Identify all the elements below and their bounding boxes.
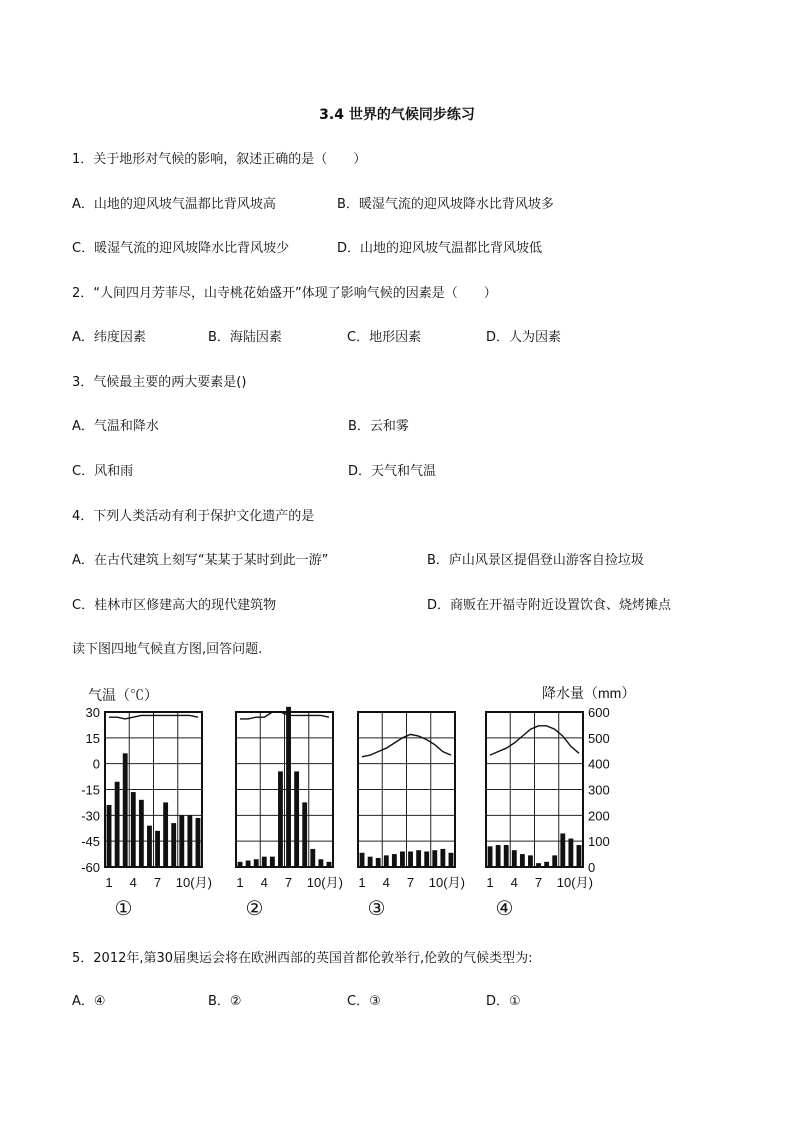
month-tick-label: 1 [236,875,244,890]
question-4-option-d[interactable]: D．商贩在开福寺附近设置饮食、烧烤摊点 [427,598,672,613]
precipitation-tick-label: 300 [588,782,610,798]
month-tick-label: 4 [510,875,518,890]
precipitation-bar [560,833,565,867]
panel-label: ① [114,898,133,920]
month-tick-label: 10(月) [175,875,212,890]
question-1-stem: 1．关于地形对气候的影响，叙述正确的是（ ） [72,152,367,167]
question-3-stem: 3．气候最主要的两大要素是() [72,375,247,390]
precipitation-bar [294,771,299,867]
question-3-option-b[interactable]: B．云和雾 [348,419,409,434]
question-5-stem: 5．2012年,第30届奥运会将在欧洲西部的英国首都伦敦举行,伦敦的气候类型为: [72,951,533,966]
reading-instruction: 读下图四地气候直方图,回答问题. [72,642,263,657]
precipitation-bar [107,805,112,867]
precipitation-bar [302,802,307,867]
climate-charts [60,672,636,932]
temperature-tick-label: -15 [81,782,100,798]
month-tick-label: 10(月) [428,875,465,890]
temperature-tick-label: 15 [85,730,100,746]
page-title: 3.4 世界的气候同步练习 [319,107,475,123]
month-tick-label: 1 [105,875,113,890]
question-5-option-d[interactable]: D．① [486,994,521,1009]
month-tick-label: 10(月) [306,875,343,890]
precipitation-bar [155,831,160,867]
precipitation-tick-label: 100 [588,834,610,850]
precipitation-bar [568,839,573,867]
precipitation-bar [577,845,582,867]
precipitation-bar [131,792,136,867]
question-4-option-b[interactable]: B．庐山风景区提倡登山游客自捡垃圾 [427,553,644,568]
precipitation-bar [163,802,168,867]
precipitation-tick-label: 0 [588,860,596,875]
question-2-option-c[interactable]: C．地形因素 [347,330,422,345]
question-2-option-d[interactable]: D．人为因素 [486,330,562,345]
precipitation-bar [179,815,184,867]
month-tick-label: 4 [382,875,390,890]
precipitation-bar [286,707,291,867]
question-3-option-d[interactable]: D．天气和气温 [348,464,437,479]
question-4-option-c[interactable]: C．桂林市区修建高大的现代建筑物 [72,598,277,613]
temperature-tick-label: 0 [92,756,100,772]
panel-label: ③ [367,898,386,920]
precipitation-bar [512,850,517,867]
precipitation-bar [318,859,323,867]
precipitation-bar [432,850,437,867]
month-tick-label: 10(月) [556,875,593,890]
precipitation-bar [147,826,152,867]
question-1-option-b[interactable]: B．暖湿气流的迎风坡降水比背风坡多 [337,197,554,212]
precipitation-bar [360,853,365,867]
precipitation-bar [368,857,373,867]
precipitation-bar [139,800,144,867]
question-2-stem: 2．“人间四月芳菲尽，山寺桃花始盛开”体现了影响气候的因素是（ ） [72,286,497,301]
precipitation-bar [187,815,192,867]
panel-label: ④ [495,898,514,920]
precipitation-bar [376,858,381,867]
temperature-tick-label: -45 [81,834,100,850]
precipitation-bar [392,854,397,867]
question-1-option-d[interactable]: D．山地的迎风坡气温都比背风坡低 [337,241,543,256]
precipitation-bar [254,859,259,867]
precipitation-tick-label: 200 [588,808,610,824]
panel-label: ② [245,898,264,920]
month-tick-label: 7 [284,875,293,890]
precipitation-bar [262,857,267,867]
question-4-option-a[interactable]: A．在古代建筑上刻写“某某于某时到此一游” [72,553,329,568]
month-tick-label: 1 [358,875,366,890]
precipitation-bar [520,854,525,867]
precipitation-bar [196,818,201,867]
question-3-option-c[interactable]: C．风和雨 [72,464,134,479]
month-tick-label: 1 [486,875,494,890]
precipitation-bar [115,782,120,867]
precipitation-bar [408,852,413,868]
question-5-option-c[interactable]: C．③ [347,994,381,1009]
precipitation-bar [504,845,509,867]
precipitation-bar [440,849,445,867]
question-1-option-c[interactable]: C．暖湿气流的迎风坡降水比背风坡少 [72,241,290,256]
month-tick-label: 7 [406,875,415,890]
precipitation-bar [384,855,389,867]
temperature-tick-label: -30 [81,808,100,824]
precipitation-bar [528,855,533,867]
month-tick-label: 4 [129,875,137,890]
precipitation-bar [278,771,283,867]
precipitation-tick-label: 600 [588,705,610,720]
precipitation-bar [496,845,501,867]
precipitation-bar [488,846,493,867]
question-2-option-a[interactable]: A．纬度因素 [72,330,146,345]
precipitation-bar [123,753,128,867]
precipitation-bar [416,850,421,867]
question-3-option-a[interactable]: A．气温和降水 [72,419,159,434]
question-5-option-b[interactable]: B．② [208,994,242,1009]
temperature-tick-label: -60 [81,860,100,875]
precipitation-tick-label: 500 [588,730,610,746]
month-tick-label: 7 [153,875,162,890]
precipitation-tick-label: 400 [588,756,610,772]
question-1-option-a[interactable]: A．山地的迎风坡气温都比背风坡高 [72,197,276,212]
question-2-option-b[interactable]: B．海陆因素 [208,330,282,345]
precipitation-bar [310,849,315,867]
precipitation-bar [400,852,405,868]
month-tick-label: 4 [260,875,268,890]
precipitation-bar [171,823,176,867]
temperature-axis-label: 气温（℃） [88,687,158,703]
precipitation-bar [270,857,275,867]
question-4-stem: 4．下列人类活动有利于保护文化遗产的是 [72,509,315,524]
month-tick-label: 7 [534,875,543,890]
temperature-tick-label: 30 [85,705,100,720]
precipitation-bar [552,855,557,867]
precipitation-bar [424,852,429,868]
precipitation-axis-label: 降水量（mm） [542,685,636,701]
precipitation-bar [449,853,454,867]
question-5-option-a[interactable]: A．④ [72,994,106,1009]
